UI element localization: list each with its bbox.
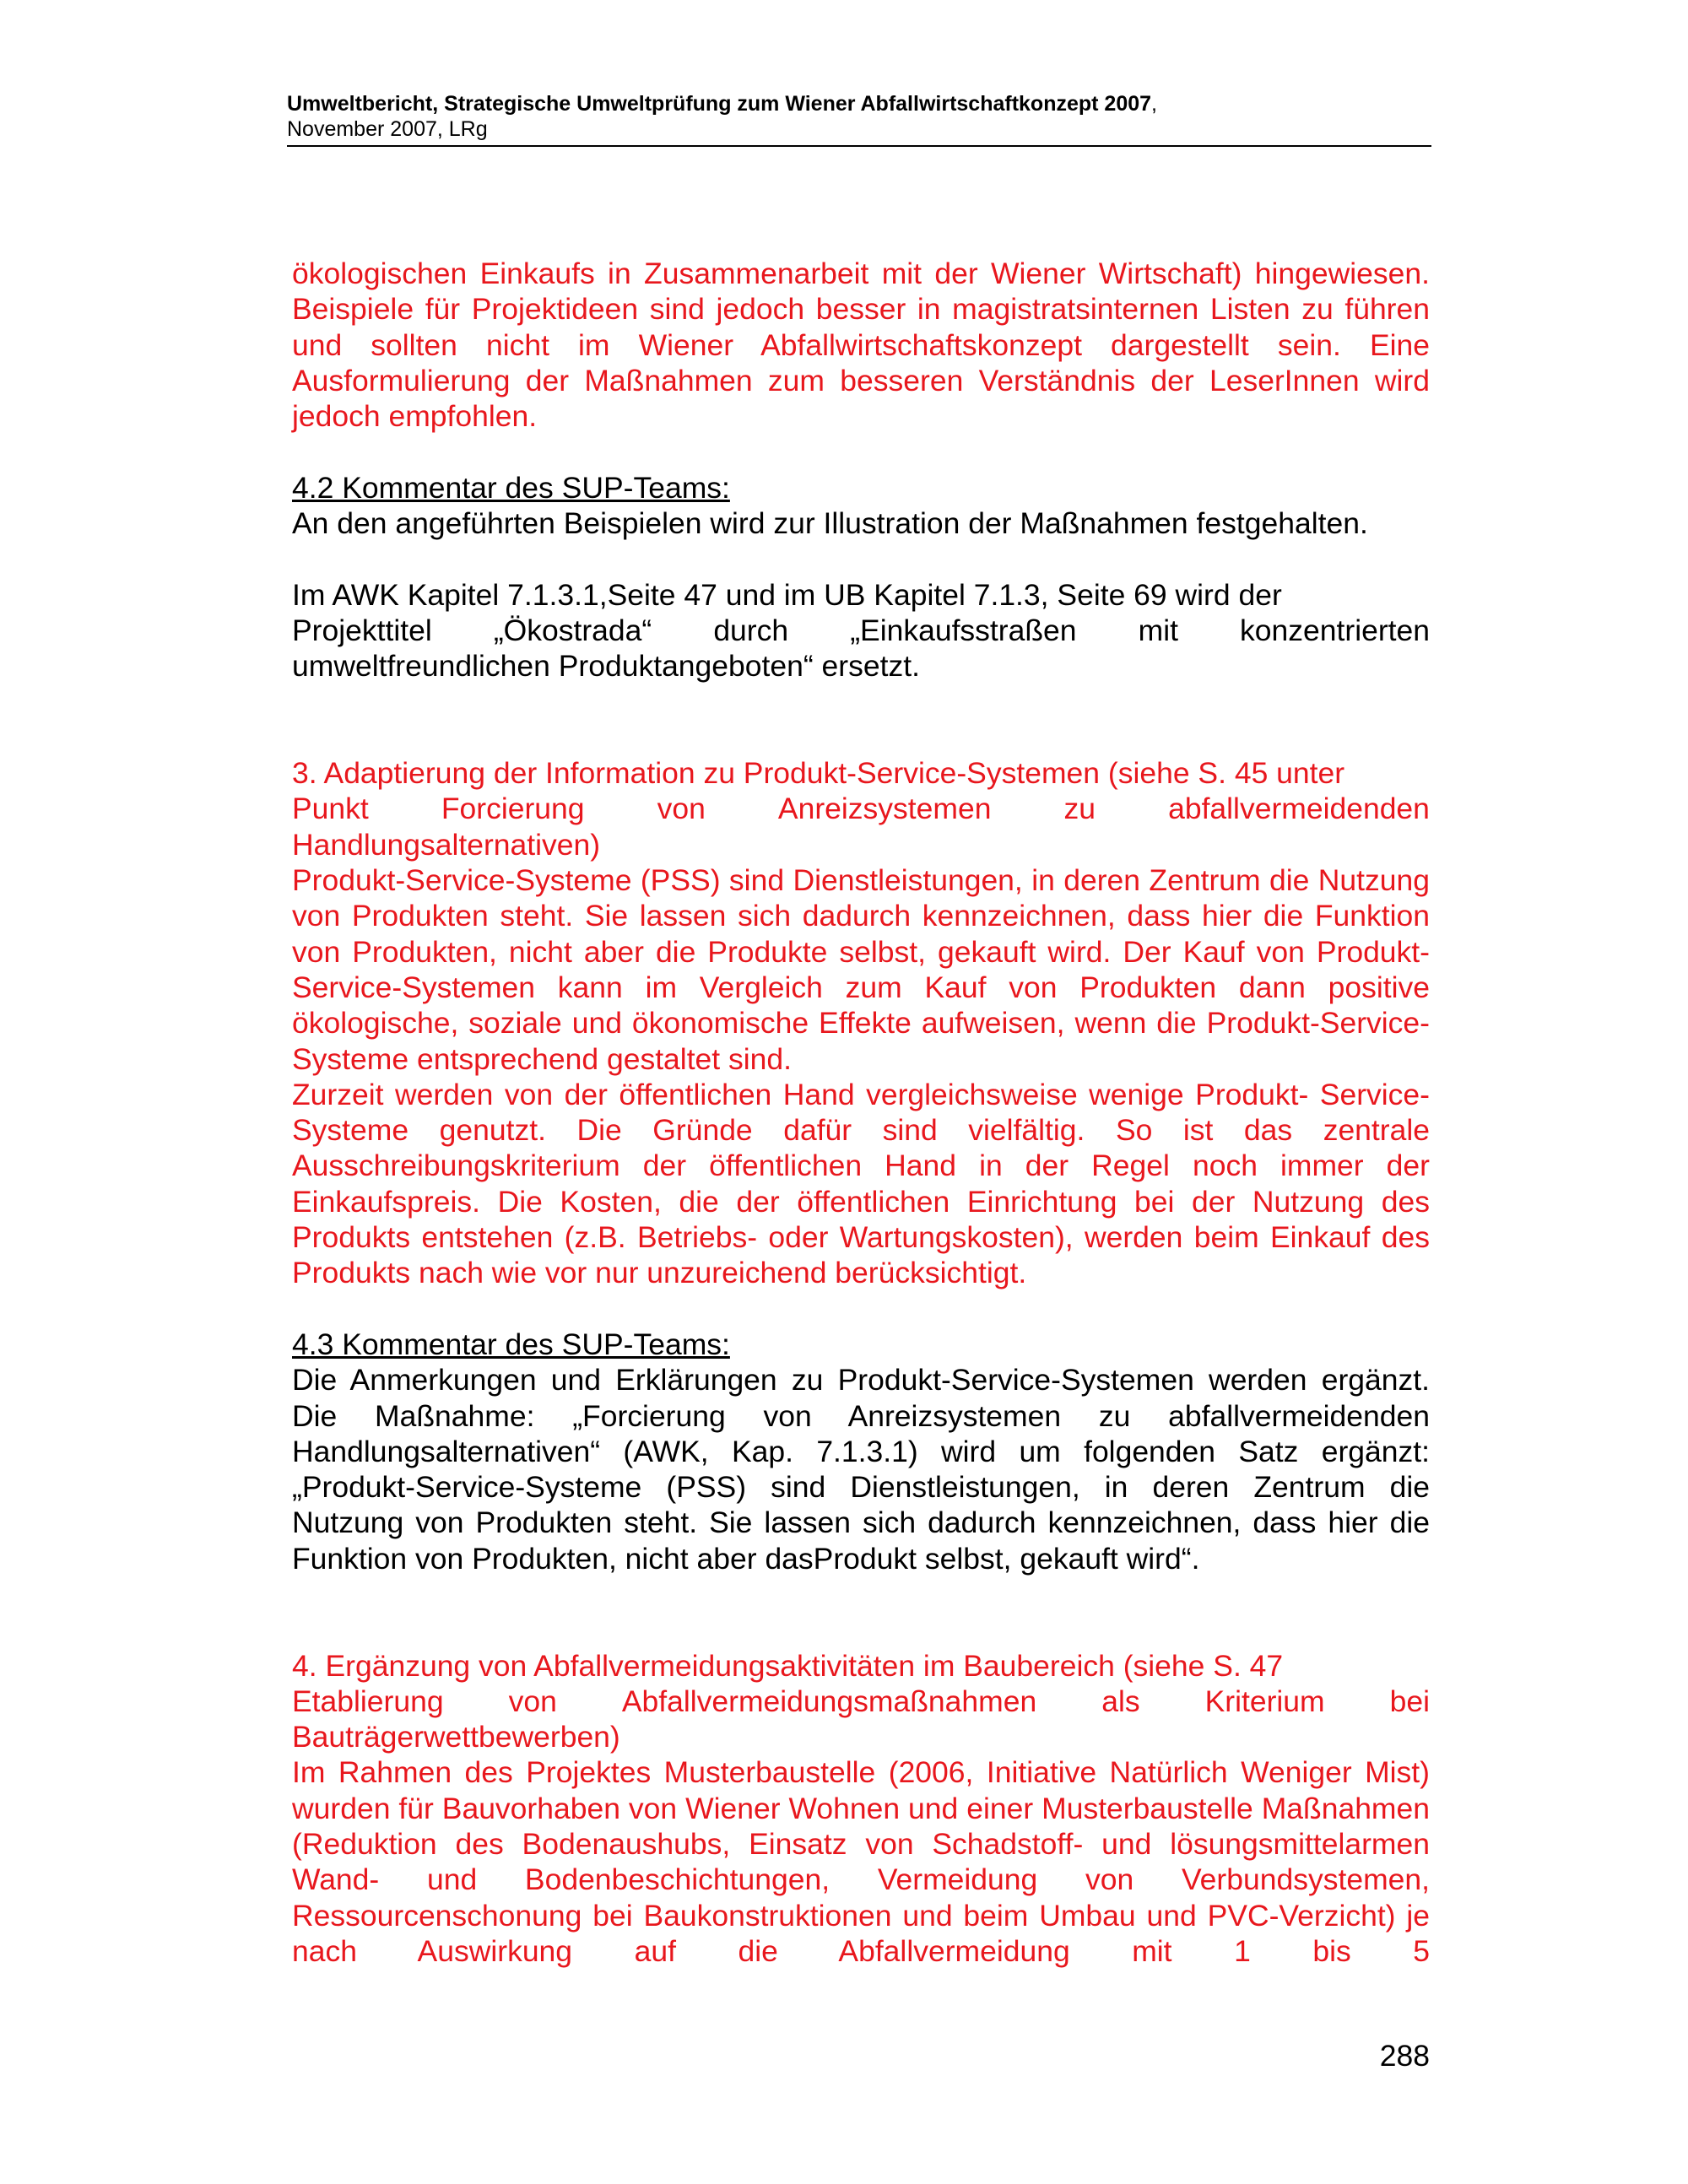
header-title-line	[287, 91, 1431, 116]
text-line: Bauträgerwettbewerben)	[292, 1720, 620, 1754]
text-line: Im AWK Kapitel 7.1.3.1,Seite 47 und im UB Kapitel 7.1.3, Seite 69 wird der	[292, 577, 1282, 612]
text-line-spread: Punkt Forcierung von Anreizsystemen zu abfallvermeidenden	[292, 792, 1430, 826]
text-line: Handlungsalternativen)	[292, 827, 601, 862]
header-subtitle: November 2007, LRg	[287, 117, 488, 141]
page-number: 288	[1379, 2039, 1430, 2073]
header-title-suffix: ,	[1151, 92, 1157, 116]
comment-4-3-heading: 4.3 Kommentar des SUP-Teams:	[292, 1327, 730, 1361]
text-line: hingewiesen. Beispiele für Projektideen sind jedoch besser in magistratsinternen	[292, 257, 1430, 327]
comment-4-2-text: An den angeführten Beispielen wird zur Illustration der Maßnahmen festgehalten.	[292, 506, 1368, 541]
header-title: Umweltbericht, Strategische Umweltprüfung zum Wiener Abfallwirtschaftkonzept 2007	[287, 92, 1152, 116]
paragraph-pss-usage: Zurzeit werden von der öffentlichen Hand vergleichsweise wenige Produkt- Service-Systeme genutzt. Die Gründe dafür sind vielfältig. So ist das zentrale Ausschreibungskriterium der öffentlichen Hand in der Regel noch immer der Einkaufspreis. Die Kosten, die der öffentlichen Einrichtung bei der Nutzung des Produkts entstehen (z.B. Betriebs- oder Wartungskosten), werden beim Einkauf des Produkts nach wie vor nur unzureichend berücksichtigt.	[292, 1077, 1430, 1290]
text-line: Listen zu führen und sollten nicht im Wiener Abfallwirtschaftskonzept dargestellt	[292, 292, 1430, 362]
paragraph-oekologischer-einkauf	[292, 256, 1430, 434]
comment-4-2-heading: 4.2 Kommentar des SUP-Teams:	[292, 470, 730, 505]
text-line: umweltfreundlichen Produktangeboten“ ersetzt.	[292, 649, 920, 684]
text-line: LeserInnen wird jedoch empfohlen.	[292, 363, 1430, 434]
page-header	[287, 91, 1431, 147]
text-line: sein. Eine Ausformulierung der Maßnahmen zum besseren Verständnis der	[292, 327, 1430, 397]
section-3-heading	[292, 755, 1430, 862]
paragraph-musterbaustelle: Im Rahmen des Projektes Musterbaustelle (2006, Initiative Natürlich Weniger Mist) wurden für Bauvorhaben von Wiener Wohnen und einer Musterbaustelle Maßnahmen (Reduktion des Bodenaushubs, Einsatz von Schadstoff- und lösungsmittelarmen Wand- und Bodenbeschichtungen, Vermeidung von Verbundsystemen, Ressourcenschonung bei Baukonstruktionen und beim Umbau und PVC-Verzicht) je nach Auswirkung auf die Abfallvermeidung mit 1 bis 5	[292, 1755, 1430, 1968]
text-line: ökologischen Einkaufs in Zusammenarbeit mit der Wiener Wirtschaft)	[292, 257, 1242, 290]
comment-4-2-paragraph	[292, 577, 1430, 684]
text-line-spread: Projekttitel „Ökostrada“ durch „Einkaufsstraßen mit konzentrierten	[292, 613, 1430, 647]
text-line: 3. Adaptierung der Information zu Produkt-Service-Systemen (siehe S. 45 unter	[292, 756, 1345, 791]
text-line-spread: Etablierung von Abfallvermeidungsmaßnahmen als Kriterium bei	[292, 1684, 1430, 1718]
paragraph-pss-definition: Produkt-Service-Systeme (PSS) sind Dienstleistungen, in deren Zentrum die Nutzung von Produkten steht. Sie lassen sich dadurch kennzeichnen, dass hier die Funktion von Produkten, nicht aber die Produkte selbst, gekauft wird. Der Kauf von Produkt-Service-Systemen kann im Vergleich zum Kauf von Produkten dann positive ökologische, soziale und ökonomische Effekte aufweisen, wenn die Produkt-Service-Systeme entsprechend gestaltet sind.	[292, 863, 1430, 1076]
text-line: 4. Ergänzung von Abfallvermeidungsaktivitäten im Baubereich (siehe S. 47	[292, 1648, 1284, 1683]
section-4-heading	[292, 1648, 1430, 1755]
comment-4-3-text: Die Anmerkungen und Erklärungen zu Produkt-Service-Systemen werden ergänzt. Die Maßnahme: „Forcierung von Anreizsystemen zu abfallvermeidenden Handlungsalternativen“ (AWK, Kap. 7.1.3.1) wird um folgenden Satz ergänzt: „Produkt-Service-Systeme (PSS) sind Dienstleistungen, in deren Zentrum die Nutzung von Produkten steht. Sie lassen sich dadurch kennzeichnen, dass hier die Funktion von Produkten, nicht aber dasProdukt selbst, gekauft wird“.	[292, 1363, 1430, 1576]
document-body	[292, 256, 1430, 1969]
